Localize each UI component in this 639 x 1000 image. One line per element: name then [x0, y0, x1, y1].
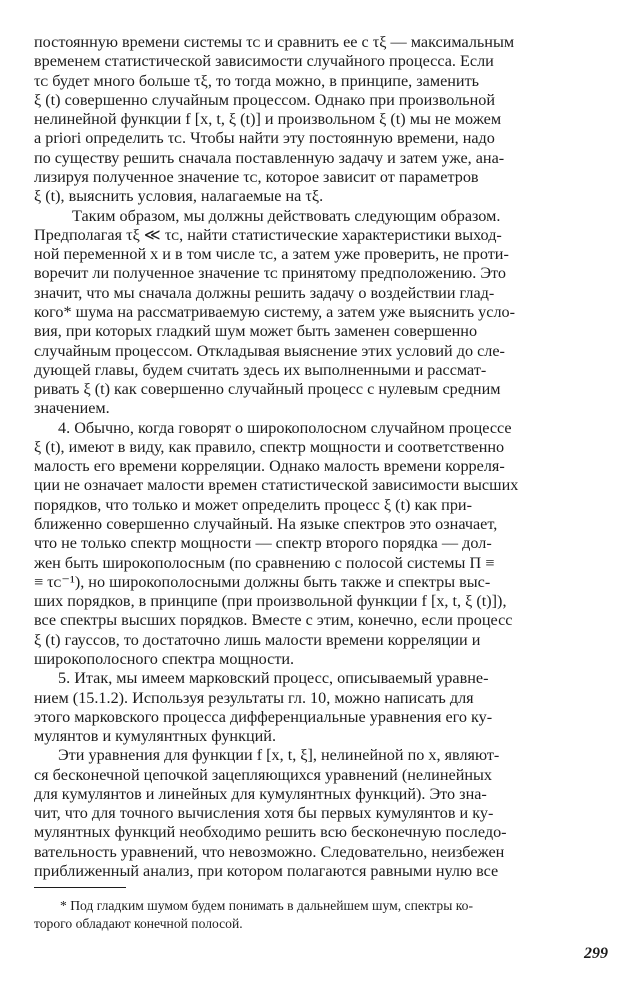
text-line: 5. Итак, мы имеем марковский процесс, описываемый уравне- — [58, 669, 489, 688]
text-line: Эти уравнения для функции f [x, t, ξ], нелинейной по x, являют- — [58, 746, 500, 765]
text-line: ших порядков, в принципе (при произвольной функции f [x, t, ξ (t)]), — [34, 592, 507, 611]
text-line: ся бесконечной цепочкой зацепляющихся уравнений (нелинейных — [34, 765, 492, 784]
text-line: значит, что мы сначала должны решить задачу о воздействии глад- — [34, 283, 495, 302]
text-line: ξ (t) гауссов, то достаточно лишь малости времени корреляции и — [34, 630, 481, 649]
text-line: жен быть широкополосным (по сравнению с полосой системы Π ≡ — [34, 553, 495, 572]
text-line: для кумулянтов и линейных для кумулянтных функций). Это зна- — [34, 784, 487, 803]
text-line: постоянную времени системы τᴄ и сравнить ее с τξ — максимальным — [34, 33, 515, 51]
text-line: случайным процессом. Откладывая выяснение этих условий до сле- — [34, 341, 505, 360]
text-line: по существу решить сначала поставленную задачу и затем уже, ана- — [34, 148, 505, 167]
text-line: нелинейной функции f [x, t, ξ (t)] и произвольном ξ (t) мы не можем — [34, 110, 502, 129]
footnote-line: торого обладают конечной полосой. — [34, 916, 243, 931]
footnote-divider — [34, 887, 126, 888]
text-line: ξ (t), имеют в виду, как правило, спектр мощности и соответственно — [34, 437, 505, 456]
text-line: ≡ τᴄ⁻¹), но широкополосными должны быть также и спектры выс- — [34, 572, 491, 591]
text-line: мулянтных функций необходимо решить всю бесконечную последо- — [34, 823, 507, 842]
text-line: нием (15.1.2). Используя результаты гл. 10, можно написать для — [34, 688, 474, 707]
text-line: вательность уравнений, что невозможно. Следовательно, неизбежен — [34, 842, 505, 861]
text-line: ξ (t), выяснить условия, налагаемые на τξ. — [34, 187, 324, 206]
text-line: мулянтов и кумулянтных функций. — [34, 727, 276, 745]
text-line: широкополосного спектра мощности. — [34, 649, 295, 668]
text-line: τᴄ будет много больше τξ, то тогда можно, в принципе, заменить — [34, 71, 480, 90]
text-line: приближенный анализ, при котором полагаются равными нулю все — [34, 862, 499, 880]
text-line: ции не означает малости времен статистической зависимости высших — [34, 476, 519, 495]
text-line: малость его времени корреляции. Однако малость времени корреля- — [34, 457, 505, 476]
text-line: порядков, что только и может определить процесс ξ (t) как при- — [34, 495, 472, 514]
text-line: a priori определить τᴄ. Чтобы найти эту постоянную времени, надо — [34, 129, 495, 148]
text-line: значением. — [34, 399, 110, 418]
text-line: чит, что для точного вычисления хотя бы первых кумулянтов и ку- — [34, 804, 494, 823]
text-line: ной переменной x и в том числе τᴄ, а затем уже проверить, не проти- — [34, 245, 509, 264]
text-line: Таким образом, мы должны действовать следующим образом. — [72, 206, 501, 225]
page-number: 299 — [584, 945, 608, 962]
text-line: что не только спектр мощности — спектр второго порядка — дол- — [34, 534, 492, 553]
text-line: временем статистической зависимости случайного процесса. Если — [34, 52, 494, 71]
text-line: дующей главы, будем считать здесь их выполненными и рассмат- — [34, 360, 487, 379]
text-line: ривать ξ (t) как совершенно случайный процесс с нулевым средним — [34, 380, 501, 398]
text-line: воречит ли полученное значение τᴄ принятому предположению. Это — [34, 264, 507, 283]
text-line: ξ (t) совершенно случайным процессом. Однако при произвольной — [34, 90, 495, 109]
text-line: Предполагая τξ ≪ τᴄ, найти статистические характеристики выход- — [34, 225, 502, 244]
text-line: вия, при которых гладкий шум может быть заменен совершенно — [34, 322, 478, 341]
footnote-line: * Под гладким шумом будем понимать в дальнейшем шум, спектры ко- — [60, 898, 473, 913]
text-line: этого марковского процесса дифференциальные уравнения его ку- — [34, 707, 493, 726]
text-line: 4. Обычно, когда говорят о широкополосном случайном процессе — [58, 418, 512, 437]
text-line: кого* шума на рассматриваемую систему, а затем уже выяснить усло- — [34, 302, 516, 321]
text-line: ближенно совершенно случайный. На языке спектров это означает, — [34, 515, 498, 533]
text-line: все спектры высших порядков. Вместе с этим, конечно, если процесс — [34, 611, 513, 630]
text-line: лизируя полученное значение τᴄ, которое зависит от параметров — [34, 168, 479, 186]
